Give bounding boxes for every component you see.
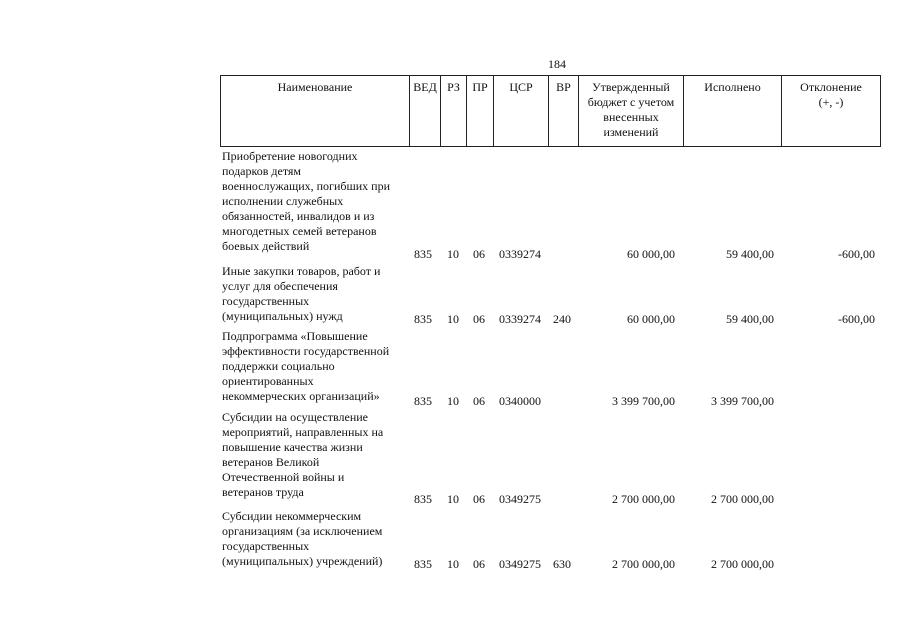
header-csr: ЦСР xyxy=(509,80,533,94)
row-csr: 0340000 xyxy=(499,394,541,408)
row-ved: 835 xyxy=(414,312,432,326)
row-executed: 2 700 000,00 xyxy=(711,557,774,571)
row-approved: 60 000,00 xyxy=(627,247,675,261)
page-number: 184 xyxy=(548,57,566,71)
row-rz: 10 xyxy=(447,557,459,571)
row-approved: 60 000,00 xyxy=(627,312,675,326)
row-name: Приобретение новогодних подарков детям военнослужащих, погибших при исполнении служебных обязанностей, инвалидов и из многодетных семей ветеранов боевых действий xyxy=(222,149,391,253)
row-vr: 240 xyxy=(553,312,571,326)
row-ved: 835 xyxy=(414,492,432,506)
row-approved: 2 700 000,00 xyxy=(612,557,675,571)
header-vr: ВР xyxy=(556,80,571,94)
header-name: Наименование xyxy=(277,80,353,94)
row-approved: 2 700 000,00 xyxy=(612,492,675,506)
row-name: Подпрограмма «Повышение эффективности государственной поддержки социально ориентированных некоммерческих организаций» xyxy=(222,329,390,403)
row-ved: 835 xyxy=(414,557,432,571)
row-rz: 10 xyxy=(447,492,459,506)
row-pr: 06 xyxy=(473,312,485,326)
row-rz: 10 xyxy=(447,312,459,326)
row-executed: 3 399 700,00 xyxy=(711,394,774,408)
row-pr: 06 xyxy=(473,394,485,408)
row-executed: 59 400,00 xyxy=(726,247,774,261)
row-deviation: -600,00 xyxy=(838,312,875,326)
row-csr: 0339274 xyxy=(499,312,541,326)
header-executed: Исполнено xyxy=(704,80,761,94)
header-ved: ВЕД xyxy=(413,80,437,94)
header-rz: РЗ xyxy=(447,80,460,94)
row-name: Субсидии на осуществление мероприятий, направленных на повышение качества жизни ветеранов Великой Отечественной войны и ветеранов труда xyxy=(222,410,384,499)
header-approved: Утвержденный бюджет с учетом внесенных изменений xyxy=(587,80,675,139)
row-csr: 0339274 xyxy=(499,247,541,261)
row-deviation: -600,00 xyxy=(838,247,875,261)
row-executed: 59 400,00 xyxy=(726,312,774,326)
row-csr: 0349275 xyxy=(499,557,541,571)
row-csr: 0349275 xyxy=(499,492,541,506)
row-rz: 10 xyxy=(447,394,459,408)
row-name: Иные закупки товаров, работ и услуг для обеспечения государственных (муниципальных) нужд xyxy=(222,264,381,323)
row-rz: 10 xyxy=(447,247,459,261)
row-approved: 3 399 700,00 xyxy=(612,394,675,408)
row-pr: 06 xyxy=(473,557,485,571)
header-deviation: Отклонение (+, -) xyxy=(800,80,862,109)
header-pr: ПР xyxy=(472,80,488,94)
row-ved: 835 xyxy=(414,247,432,261)
row-ved: 835 xyxy=(414,394,432,408)
row-pr: 06 xyxy=(473,247,485,261)
row-executed: 2 700 000,00 xyxy=(711,492,774,506)
row-pr: 06 xyxy=(473,492,485,506)
row-name: Субсидии некоммерческим организациям (за исключением государственных (муниципальных) учреждений) xyxy=(222,509,383,568)
row-vr: 630 xyxy=(553,557,571,571)
